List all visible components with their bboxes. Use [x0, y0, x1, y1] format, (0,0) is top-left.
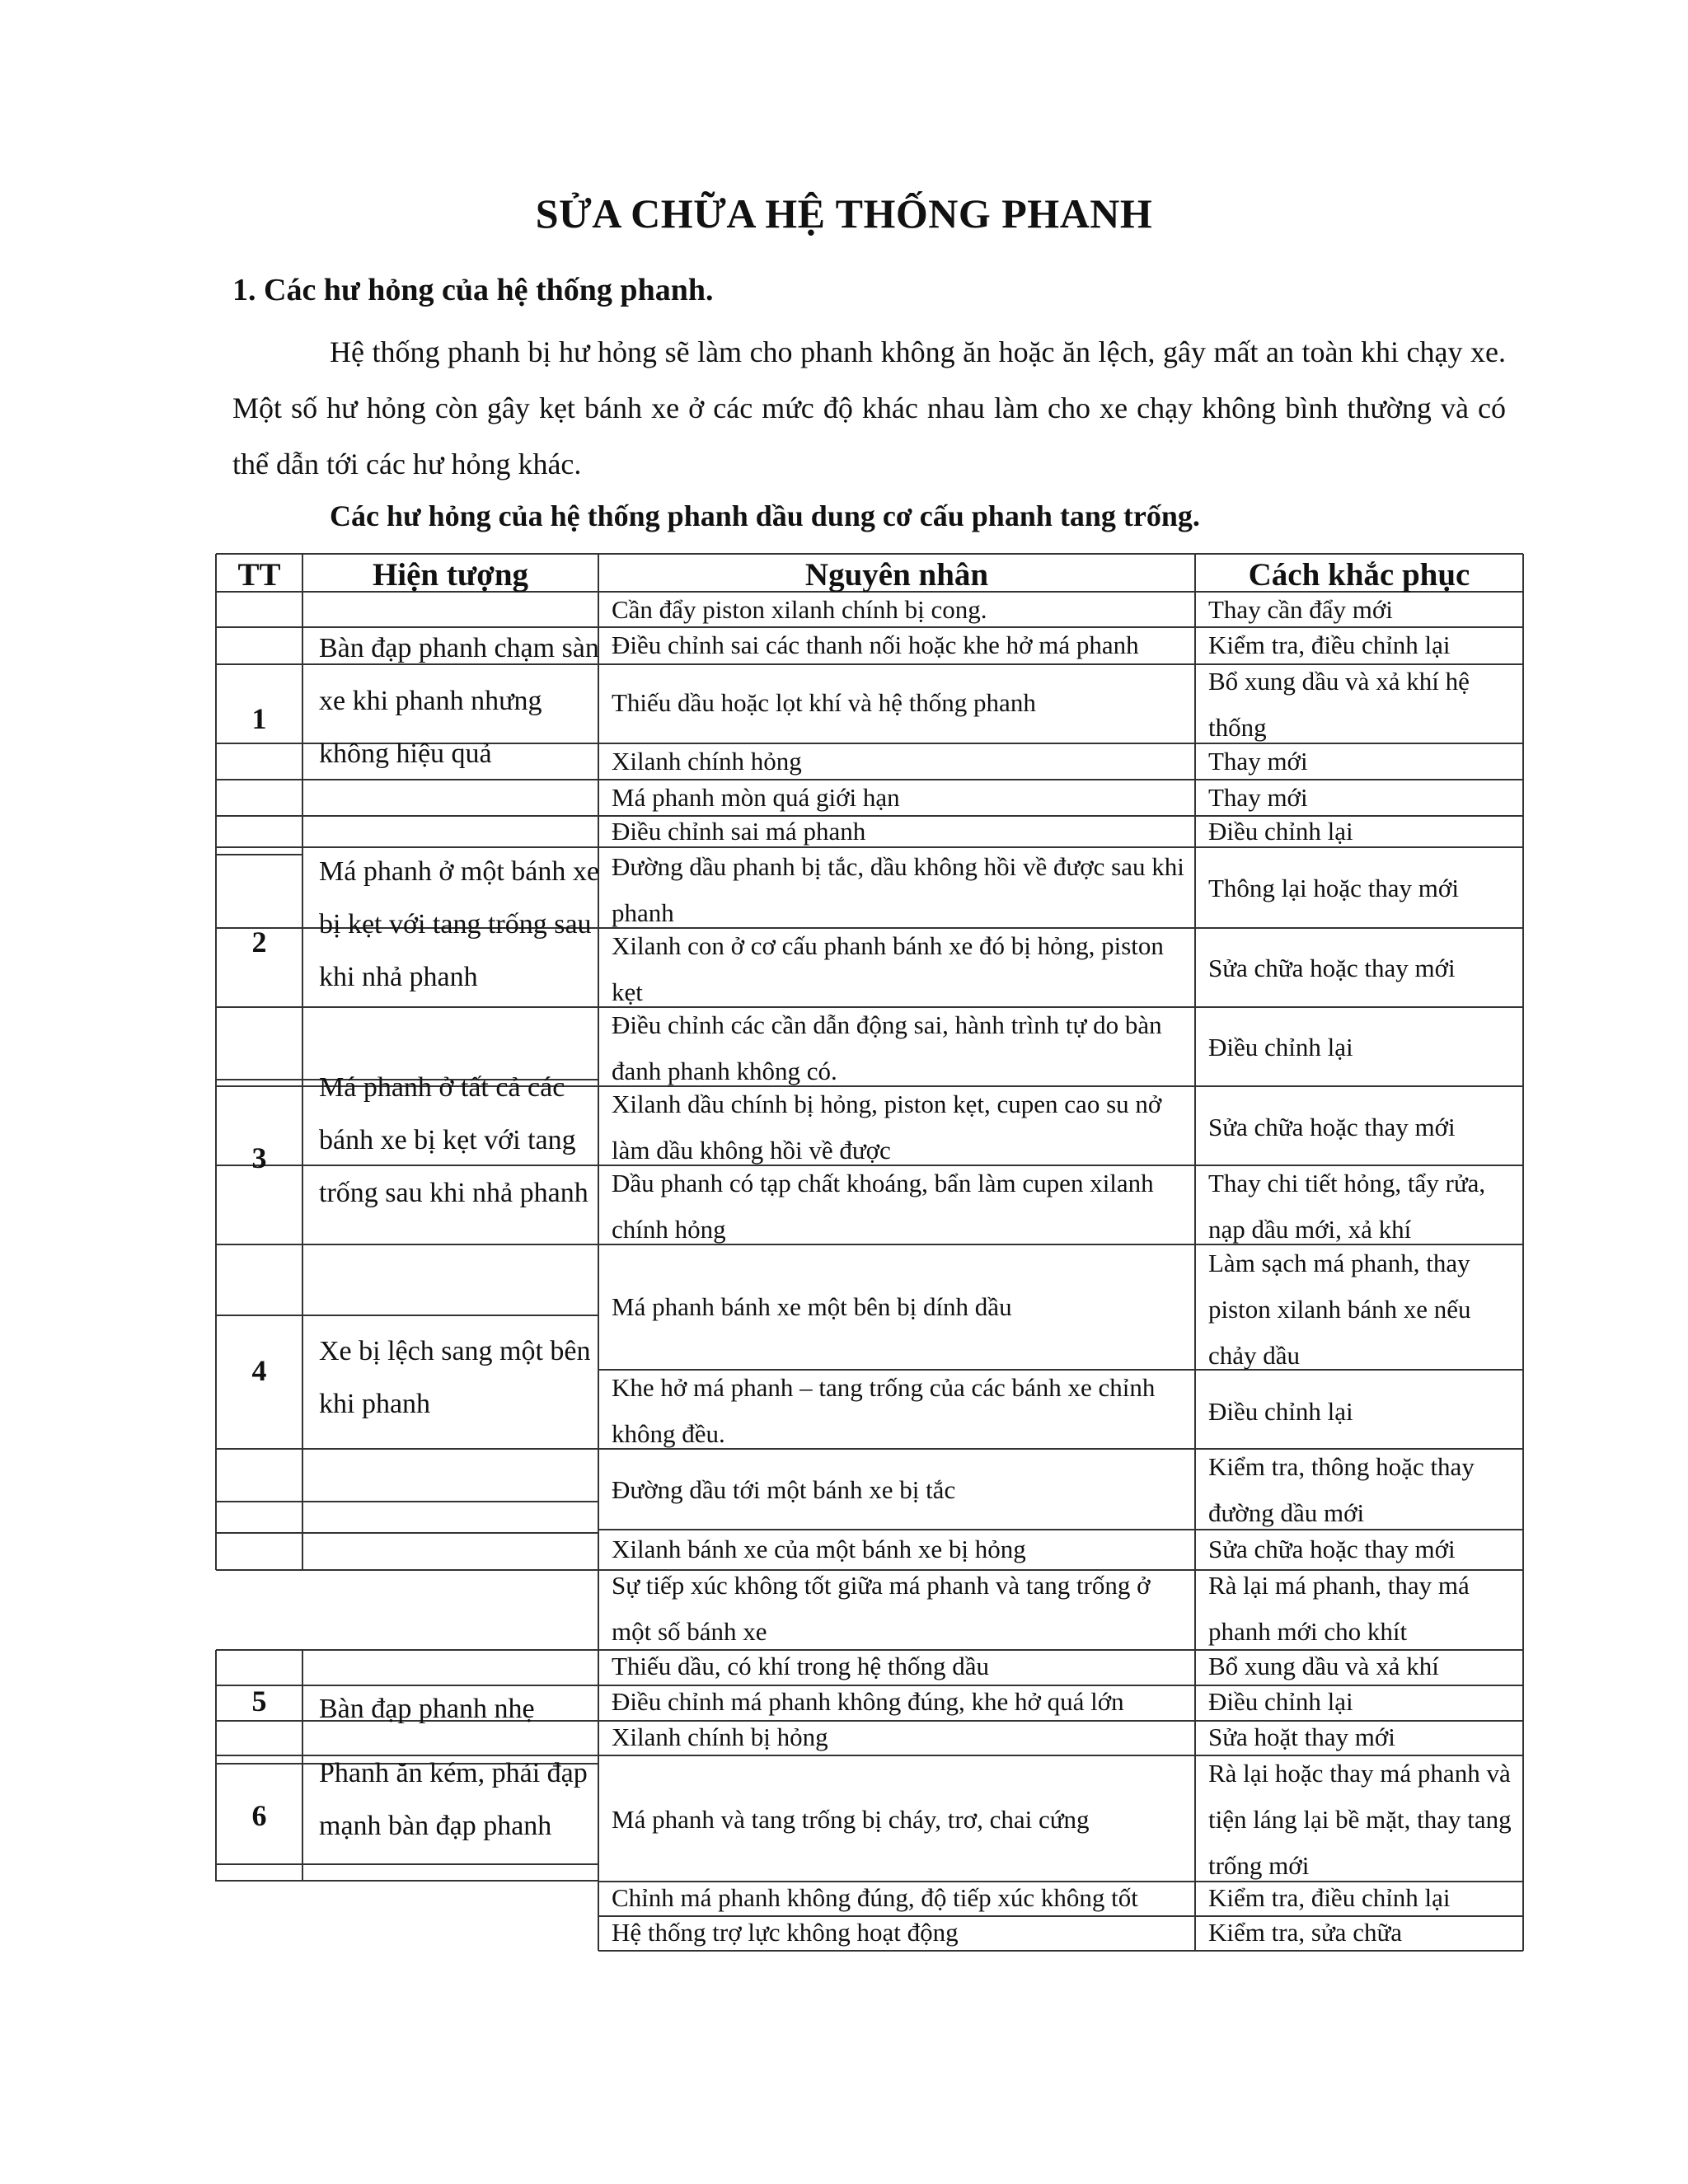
- fix-cell: Thông lại hoặc thay mới: [1208, 874, 1459, 902]
- fix-cell: Sửa hoặt thay mới: [1208, 1722, 1395, 1751]
- cause-cell: Xilanh bánh xe của một bánh xe bị hỏng: [612, 1535, 1026, 1563]
- cause-cell: Thiếu dầu, có khí trong hệ thống dầu: [612, 1652, 990, 1680]
- fix-cell: Rà lại hoặc thay má phanh và tiện láng lại bề mặt, thay tang trống mới: [1208, 1759, 1512, 1880]
- cause-cell: Thiếu dầu hoặc lọt khí và hệ thống phanh: [612, 688, 1036, 717]
- cause-cell: Điều chỉnh các cần dẫn động sai, hành trình tự do bàn đanh phanh không có.: [612, 1010, 1162, 1085]
- fix-cell: Sửa chữa hoặc thay mới: [1208, 1535, 1456, 1563]
- fix-cell: Rà lại má phanh, thay má phanh mới cho khít: [1208, 1571, 1470, 1646]
- group-number: 1: [251, 702, 267, 735]
- fix-cell: Thay chi tiết hỏng, tẩy rửa, nạp dầu mới, xả khí: [1208, 1169, 1486, 1244]
- cause-cell: Cần đẩy piston xilanh chính bị cong.: [612, 595, 987, 624]
- symptom-text: Má phanh ở một bánh xe bị kẹt với tang trống sau khi nhả phanh: [319, 856, 599, 992]
- group-number: 5: [251, 1685, 267, 1718]
- cause-cell: Má phanh bánh xe một bên bị dính dầu: [612, 1292, 1012, 1321]
- header-tt: TT: [237, 557, 281, 593]
- fix-cell: Điều chỉnh lại: [1208, 817, 1353, 846]
- cause-cell: Đường dầu tới một bánh xe bị tắc: [612, 1475, 956, 1504]
- fix-cell: Thay mới: [1208, 783, 1308, 812]
- fix-cell: Thay cần đẩy mới: [1208, 595, 1393, 624]
- fix-cell: Làm sạch má phanh, thay piston xilanh bánh xe nếu chảy dầu: [1208, 1249, 1471, 1370]
- symptom-text: Xe bị lệch sang một bên khi phanh: [319, 1336, 591, 1419]
- page-title: SỬA CHỮA HỆ THỐNG PHANH: [535, 190, 1153, 237]
- cause-cell: Điều chỉnh sai các thanh nối hoặc khe hở má phanh: [612, 630, 1139, 659]
- cause-cell: Má phanh mòn quá giới hạn: [612, 783, 900, 812]
- fix-cell: Điều chỉnh lại: [1208, 1397, 1353, 1426]
- cause-cell: Xilanh con ở cơ cấu phanh bánh xe đó bị hỏng, piston kẹt: [612, 931, 1164, 1006]
- cause-cell: Hệ thống trợ lực không hoạt động: [612, 1918, 959, 1947]
- section-heading: 1. Các hư hỏng của hệ thống phanh.: [232, 273, 714, 307]
- header-symptom: Hiện tượng: [372, 557, 529, 593]
- fix-cell: Kiểm tra, thông hoặc thay đường dầu mới: [1208, 1452, 1475, 1527]
- fix-cell: Kiểm tra, điều chỉnh lại: [1208, 1883, 1451, 1912]
- group-number: 2: [251, 926, 267, 958]
- cause-cell: Xilanh chính bị hỏng: [612, 1722, 828, 1751]
- intro-paragraph: Hệ thống phanh bị hư hỏng sẽ làm cho phanh không ăn hoặc ăn lệch, gây mất an toàn khi chạy xe. Một số hư hỏng còn gây kẹt bánh xe ở các mức độ khác nhau làm cho xe chạy không bình thường và có thể dẫn tới các hư hỏng khác.: [232, 335, 1506, 480]
- cause-cell: Đường dầu phanh bị tắc, dầu không hồi về được sau khi phanh: [612, 852, 1184, 927]
- symptom-text: Bàn đạp phanh nhẹ: [319, 1694, 535, 1724]
- fix-cell: Sửa chữa hoặc thay mới: [1208, 1113, 1456, 1141]
- cause-cell: Sự tiếp xúc không tốt giữa má phanh và tang trống ở một số bánh xe: [612, 1571, 1151, 1646]
- symptom-text: Má phanh ở tất cả các bánh xe bị kẹt với tang trống sau khi nhả phanh: [319, 1072, 588, 1208]
- cause-cell: Chỉnh má phanh không đúng, độ tiếp xúc không tốt: [612, 1883, 1138, 1912]
- group-number: 6: [251, 1799, 267, 1832]
- symptom-text: Bàn đạp phanh chạm sàn xe khi phanh nhưng không hiệu quả: [319, 633, 599, 769]
- cause-cell: Điều chỉnh má phanh không đúng, khe hở quá lớn: [612, 1687, 1124, 1716]
- fix-cell: Thay mới: [1208, 747, 1308, 776]
- symptom-text: Phanh ăn kém, phải đạp mạnh bàn đạp phanh: [319, 1758, 588, 1841]
- fix-cell: Kiểm tra, điều chỉnh lại: [1208, 630, 1451, 659]
- table-caption: Các hư hỏng của hệ thống phanh dầu dung cơ cấu phanh tang trống.: [330, 499, 1200, 532]
- cause-cell: Điều chỉnh sai má phanh: [612, 817, 866, 846]
- cause-cell: Xilanh dầu chính bị hỏng, piston kẹt, cupen cao su nở làm dầu không hồi về được: [612, 1090, 1162, 1165]
- fix-cell: Điều chỉnh lại: [1208, 1687, 1353, 1716]
- fix-cell: Điều chỉnh lại: [1208, 1033, 1353, 1062]
- fix-cell: Bổ xung dầu và xả khí hệ thống: [1208, 667, 1470, 742]
- cause-cell: Dầu phanh có tạp chất khoáng, bẩn làm cupen xilanh chính hỏng: [612, 1169, 1154, 1244]
- header-cause: Nguyên nhân: [804, 557, 989, 593]
- fix-cell: Kiểm tra, sửa chữa: [1208, 1918, 1403, 1947]
- fix-cell: Bổ xung dầu và xả khí: [1208, 1652, 1439, 1680]
- cause-cell: Má phanh và tang trống bị cháy, trơ, chai cứng: [612, 1805, 1090, 1834]
- group-number: 4: [251, 1354, 267, 1387]
- group-number: 3: [251, 1141, 267, 1174]
- cause-cell: Khe hở má phanh – tang trống của các bánh xe chỉnh không đều.: [612, 1373, 1156, 1448]
- header-fix: Cách khắc phục: [1248, 557, 1470, 593]
- cause-cell: Xilanh chính hỏng: [612, 747, 802, 776]
- fix-cell: Sửa chữa hoặc thay mới: [1208, 954, 1456, 982]
